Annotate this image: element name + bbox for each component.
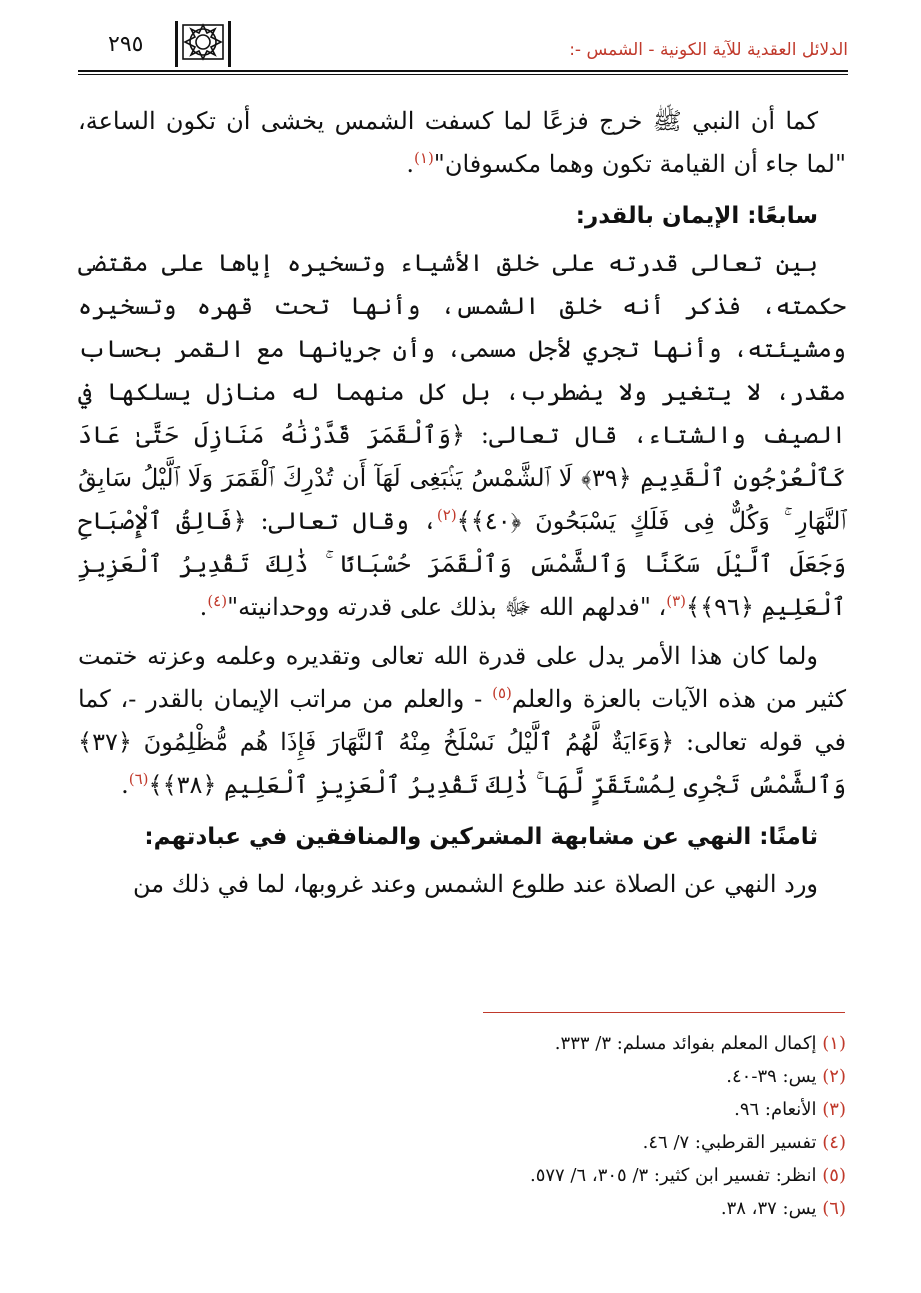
- paragraph-4: ورد النهي عن الصلاة عند طلوع الشمس وعند غروبها، لما في ذلك من: [132, 870, 818, 898]
- footnote-number: (٣): [822, 1099, 846, 1120]
- page-body: [78, 100, 846, 906]
- footnote-3: [78, 1093, 846, 1126]
- footnote-6: [78, 1192, 846, 1225]
- footnote-text: إكمال المعلم بفوائد مسلم: ٣/ ٣٣٣.: [554, 1033, 817, 1054]
- header-rule-thin: [78, 74, 848, 75]
- page-number-box: [80, 18, 250, 70]
- footnote-text: انظر: تفسير ابن كثير: ٣/ ٣٠٥، ٦/ ٥٧٧.: [529, 1165, 817, 1186]
- paragraph-3-text-a: ولما كان هذا الأمر يدل على قدرة الله تعالى وتقديره وعلمه وعزته ختمت كثير من هذه الآيات بالعزة والعلم: [78, 642, 846, 713]
- footnote-ref-2[interactable]: (٢): [436, 506, 457, 524]
- footnote-number: (٤): [822, 1132, 846, 1153]
- section-heading-7: سابعًا: الإيمان بالقدر:: [575, 203, 818, 229]
- footnote-ref-3[interactable]: (٣): [666, 592, 687, 610]
- paragraph-2: [78, 242, 846, 629]
- paragraph-1: [78, 100, 846, 186]
- running-title: الدلائل العقدية للآية الكونية - الشمس -:: [569, 40, 848, 60]
- footnote-number: (٦): [822, 1198, 846, 1219]
- paragraph-2-end: .: [199, 593, 208, 621]
- footnote-ref-4[interactable]: (٤): [207, 592, 228, 610]
- paragraph-3-text-b: - والعلم من مراتب الإيمان بالقدر -، كما في قوله تعالى:: [78, 685, 846, 756]
- footnote-ref-5[interactable]: (٥): [492, 684, 512, 702]
- paragraph-2-text-a: بين تعالى قدرته على خلق الأشياء وتسخيره إياها على مقتضى حكمته، فذكر أنه خلق الشمس، وأنها تحت قهره وتسخيره ومشيئته، وأنها تجري لأجل مسمى، وأن جريانها مع القمر بحساب مقدر، لا يتغير ولا يضطرب، بل كل منهما له منازل يسلكها في الصيف والشتاء، قال تعالى:: [78, 249, 846, 449]
- quran-verse-anam-96: ﴿فَالِقُ ٱلْإِصْبَاحِ وَجَعَلَ ٱلَّيْلَ سَكَنًا وَٱلشَّمْسَ وَٱلْقَمَرَ حُسْبَانًا ۚ ذَٰلِكَ تَقْدِيرُ ٱلْعَزِيزِ ٱلْعَلِيمِ ﴿٩٦﴾﴾: [78, 507, 846, 621]
- footnote-1: [78, 1027, 846, 1060]
- footnotes: [78, 1027, 846, 1225]
- footnote-4: [78, 1126, 846, 1159]
- quran-verse-yasin-37-38: ﴿وَءَايَةٌ لَّهُمُ ٱلَّيْلُ نَسْلَخُ مِنْهُ ٱلنَّهَارَ فَإِذَا هُم مُّظْلِمُونَ ﴿٣٧﴾ وَٱلشَّمْسُ تَجْرِى لِمُسْتَقَرٍّ لَّهَا ۚ ذَٰلِكَ تَقْدِيرُ ٱلْعَزِيزِ ٱلْعَلِيمِ ﴿٣٨﴾﴾: [78, 728, 846, 799]
- quran-verse-yasin-39-40: ﴿وَٱلْقَمَرَ قَدَّرْنَٰهُ مَنَازِلَ حَتَّىٰ عَادَ كَٱلْعُرْجُونِ ٱلْقَدِيمِ ﴿٣٩﴾ لَا ٱلشَّمْسُ يَنۢبَغِى لَهَآ أَن تُدْرِكَ ٱلْقَمَرَ وَلَا ٱلَّيْلُ سَابِقُ ٱلنَّهَارِ ۚ وَكُلٌّ فِى فَلَكٍ يَسْبَحُونَ ﴿٤٠﴾﴾: [78, 421, 846, 535]
- footnote-number: (٢): [822, 1066, 846, 1087]
- paragraph-1-text: كما أن النبي ﷺ خرج فزعًا لما كسفت الشمس يخشى أن تكون الساعة، "لما جاء أن القيامة تكون وهما مكسوفان": [78, 107, 846, 178]
- page-header: [78, 18, 848, 70]
- footnote-number: (١): [822, 1033, 846, 1054]
- section-heading-8: ثامنًا: النهي عن مشابهة المشركين والمنافقين في عبادتهم:: [144, 824, 818, 850]
- footnote-ref-6[interactable]: (٦): [128, 770, 149, 788]
- footnote-text: يس: ٣٧، ٣٨.: [720, 1198, 817, 1219]
- paragraph-3: [78, 635, 846, 807]
- footnote-number: (٥): [822, 1165, 846, 1186]
- paragraph-2-text-b: ، وقال تعالى:: [260, 507, 437, 535]
- page-number: ٢٩٥: [108, 32, 144, 57]
- footnote-text: الأنعام: ٩٦.: [734, 1099, 817, 1120]
- footnote-5: [78, 1159, 846, 1192]
- footnote-text: تفسير القرطبي: ٧/ ٤٦.: [642, 1132, 817, 1153]
- footnote-text: يس: ٣٩-٤٠.: [726, 1066, 817, 1087]
- footnote-ref-1[interactable]: (١): [414, 149, 434, 167]
- footnote-2: [78, 1060, 846, 1093]
- paragraph-1-end: .: [406, 150, 415, 178]
- ornament-icon: [175, 21, 231, 67]
- footnote-separator: [483, 1012, 845, 1013]
- paragraph-3-end: .: [121, 771, 129, 799]
- header-rule: [78, 70, 848, 72]
- paragraph-2-text-c: ، "فدلهم الله ﷻ بذلك على قدرته ووحدانيته": [227, 593, 667, 621]
